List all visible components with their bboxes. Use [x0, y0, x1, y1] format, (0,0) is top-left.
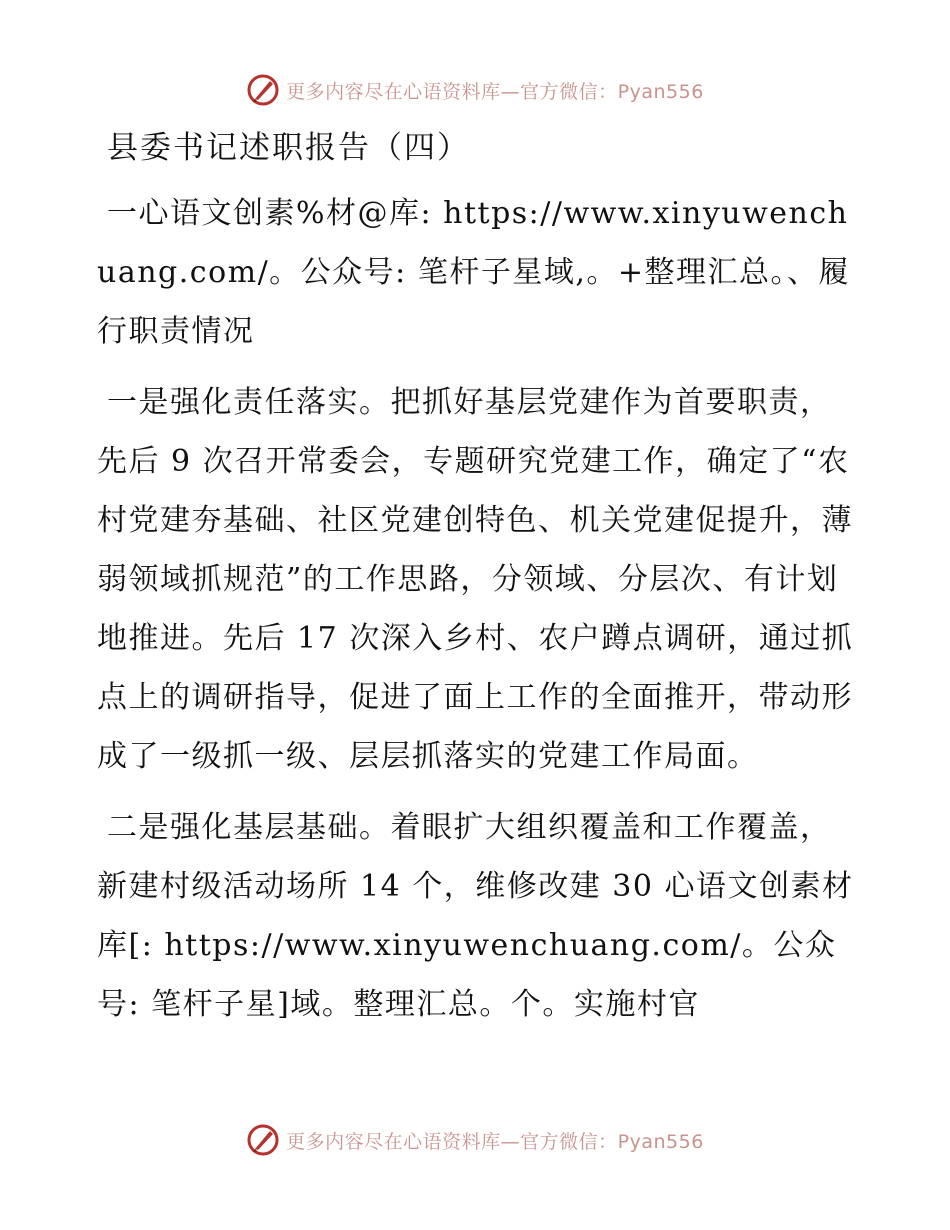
header-watermark-banner — [0, 70, 950, 110]
paragraph-2: 一是强化责任落实。把抓好基层党建作为首要职责，先后 9 次召开常委会，专题研究党建工作，确定了“农村党建夯基础、社区党建创特色、机关党建促提升，薄弱领域抓规范”的工作思路，分领域、分层次、有计划地推进。先后 17 次深入乡村、农户蹲点调研，通过抓点上的调研指导，促进了面上工作的全面推开，带动形成了一级抓一级、层层抓落实的党建工作局面。 — [97, 385, 854, 774]
footer-watermark-banner — [0, 1120, 950, 1160]
paragraph-1: 一心语文创素%材@库: https://www.xinyuwenchuang.com/。公众号: 笔杆子星域,。+整理汇总。、履行职责情况 — [97, 196, 851, 349]
watermark-text: 更多内容尽在心语资料库—官方微信：Pyan556 — [286, 1130, 704, 1153]
quill-pen-circle-icon — [246, 1123, 280, 1157]
document-body — [97, 120, 857, 1046]
paragraph-3: 二是强化基层基础。着眼扩大组织覆盖和工作覆盖，新建村级活动场所 14 个，维修改建 30 心语文创素材库[: https://www.xinyuwenchuang.com/。公众号: 笔杆子星]域。整理汇总。个。实施村官 — [97, 810, 854, 1022]
document-title: 县委书记述职报告（四） — [107, 130, 470, 166]
watermark-text: 更多内容尽在心语资料库—官方微信：Pyan556 — [286, 80, 704, 103]
quill-pen-circle-icon — [246, 73, 280, 107]
